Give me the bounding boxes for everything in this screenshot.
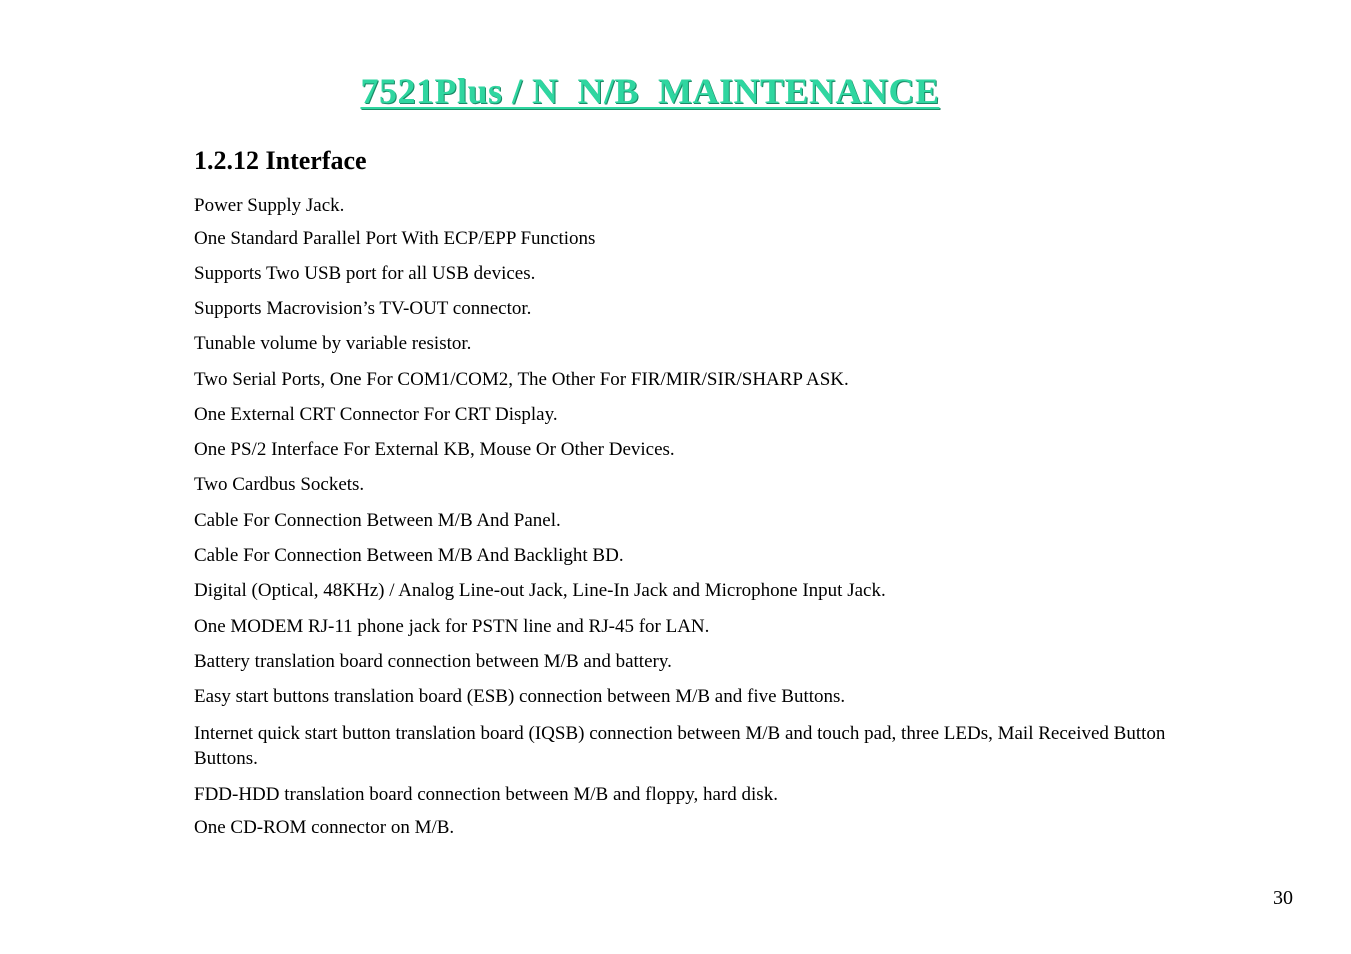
interface-item-cd-rom: One CD-ROM connector on M/B. — [194, 817, 455, 838]
interface-item-esb: Easy start buttons translation board (ESB) connection between M/B and five Buttons. — [194, 686, 846, 707]
interface-item-panel-cable: Cable For Connection Between M/B And Panel. — [194, 510, 561, 531]
interface-item-volume: Tunable volume by variable resistor. — [194, 333, 472, 354]
interface-item-ps2: One PS/2 Interface For External KB, Mouse Or Other Devices. — [194, 439, 675, 460]
interface-item-cardbus: Two Cardbus Sockets. — [194, 474, 365, 495]
interface-item-iqsb: Internet quick start button translation board (IQSB) connection between M/B and touch pad, three LEDs, Mail Received Button Buttons. — [194, 723, 1166, 769]
section-heading: 1.2.12 Interface — [194, 146, 367, 175]
interface-item-audio: Digital (Optical, 48KHz) / Analog Line-out Jack, Line-In Jack and Microphone Input Jack. — [194, 580, 886, 601]
interface-item-crt: One External CRT Connector For CRT Display. — [194, 404, 558, 425]
interface-item-parallel-port: One Standard Parallel Port With ECP/EPP Functions — [194, 228, 596, 249]
interface-item-backlight-cable: Cable For Connection Between M/B And Backlight BD. — [194, 545, 624, 566]
interface-item-power-supply: Power Supply Jack. — [194, 195, 345, 216]
interface-item-serial-ports: Two Serial Ports, One For COM1/COM2, The Other For FIR/MIR/SIR/SHARP ASK. — [194, 369, 849, 390]
interface-item-battery-board: Battery translation board connection between M/B and battery. — [194, 651, 672, 672]
document-title: 7521Plus / N N/B MAINTENANCE — [360, 71, 940, 111]
interface-item-usb: Supports Two USB port for all USB devices. — [194, 263, 536, 284]
interface-item-fdd-hdd: FDD-HDD translation board connection between M/B and floppy, hard disk. — [194, 784, 778, 805]
page-number: 30 — [1273, 887, 1293, 909]
interface-item-modem-lan: One MODEM RJ-11 phone jack for PSTN line and RJ-45 for LAN. — [194, 616, 710, 637]
interface-item-tv-out: Supports Macrovision’s TV-OUT connector. — [194, 298, 532, 319]
